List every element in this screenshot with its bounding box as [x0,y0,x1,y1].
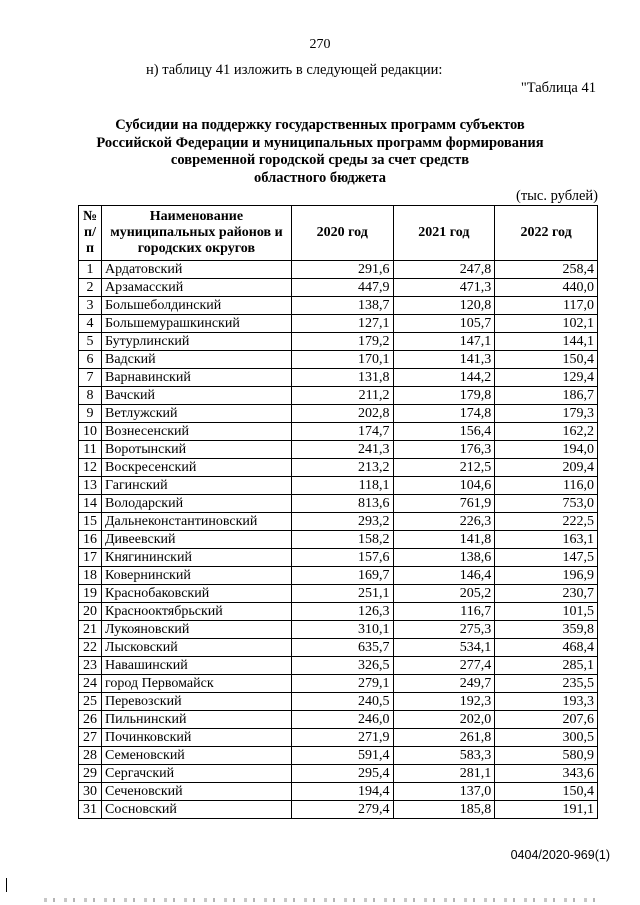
cell-number: 30 [79,783,102,801]
heading-line-2: Российской Федерации и муниципальных программ формирования [96,134,544,151]
cell-2022: 101,5 [495,603,598,621]
table-row [79,531,598,549]
cell-number: 13 [79,477,102,495]
cell-number: 23 [79,657,102,675]
cell-name: Ардатовский [101,261,291,279]
cell-2022: 343,6 [495,765,598,783]
cell-2020: 126,3 [291,603,393,621]
cell-name: Перевозский [101,693,291,711]
cell-number: 24 [79,675,102,693]
cell-2022: 258,4 [495,261,598,279]
table-row [79,711,598,729]
cell-2022: 300,5 [495,729,598,747]
cell-name: Лысковский [101,639,291,657]
cell-2020: 251,1 [291,585,393,603]
table-row [79,603,598,621]
table-row [79,693,598,711]
cell-2021: 104,6 [393,477,495,495]
cell-name: Пильнинский [101,711,291,729]
cell-2022: 102,1 [495,315,598,333]
table-row [79,657,598,675]
cell-2021: 583,3 [393,747,495,765]
cell-2021: 275,3 [393,621,495,639]
heading-line-3: современной городской среды за счет средств [170,152,470,168]
cell-2021: 212,5 [393,459,495,477]
cell-2022: 179,3 [495,405,598,423]
cell-2022: 194,0 [495,441,598,459]
cell-name: Сосновский [101,801,291,819]
cell-2021: 138,6 [393,549,495,567]
cell-2021: 146,4 [393,567,495,585]
table-label: "Таблица 41 [520,80,596,96]
cell-2021: 141,3 [393,351,495,369]
edge-mark [6,878,7,892]
cell-number: 27 [79,729,102,747]
heading-line-4: областного бюджета [254,169,386,186]
cell-name: Большеболдинский [101,297,291,315]
cell-number: 5 [79,333,102,351]
table-body [79,261,598,819]
table-row [79,567,598,585]
cell-2021: 144,2 [393,369,495,387]
cell-2020: 170,1 [291,351,393,369]
cell-name: Бутурлинский [101,333,291,351]
cell-number: 8 [79,387,102,405]
cell-2022: 285,1 [495,657,598,675]
cell-2021: 277,4 [393,657,495,675]
cell-2020: 591,4 [291,747,393,765]
cell-2022: 207,6 [495,711,598,729]
table-row [79,387,598,405]
table-row [79,297,598,315]
cell-2020: 131,8 [291,369,393,387]
cell-number: 15 [79,513,102,531]
cell-name: Ковернинский [101,567,291,585]
cell-name: Вадский [101,351,291,369]
cell-2020: 295,4 [291,765,393,783]
cell-2021: 137,0 [393,783,495,801]
cell-2020: 246,0 [291,711,393,729]
cell-2020: 326,5 [291,657,393,675]
cell-2020: 202,8 [291,405,393,423]
cell-number: 20 [79,603,102,621]
table-header-row [79,206,598,261]
scan-strip [44,898,604,902]
table-row [79,405,598,423]
cell-number: 6 [79,351,102,369]
cell-2020: 174,7 [291,423,393,441]
cell-2022: 753,0 [495,495,598,513]
cell-name: Большемурашкинский [101,315,291,333]
cell-number: 19 [79,585,102,603]
cell-name: Дальнеконстантиновский [101,513,291,531]
cell-number: 7 [79,369,102,387]
cell-2020: 241,3 [291,441,393,459]
cell-2022: 235,5 [495,675,598,693]
table-row [79,495,598,513]
cell-number: 21 [79,621,102,639]
cell-2020: 310,1 [291,621,393,639]
cell-2022: 196,9 [495,567,598,585]
table-row [79,765,598,783]
cell-name: Навашинский [101,657,291,675]
cell-2020: 211,2 [291,387,393,405]
cell-number: 28 [79,747,102,765]
cell-name: город Первомайск [101,675,291,693]
table-row [79,747,598,765]
cell-2020: 293,2 [291,513,393,531]
cell-name: Гагинский [101,477,291,495]
table-row [79,675,598,693]
cell-2022: 440,0 [495,279,598,297]
cell-name: Починковский [101,729,291,747]
cell-2021: 205,2 [393,585,495,603]
cell-number: 4 [79,315,102,333]
cell-2021: 192,3 [393,693,495,711]
cell-2022: 150,4 [495,783,598,801]
table-row [79,441,598,459]
cell-2022: 186,7 [495,387,598,405]
cell-number: 3 [79,297,102,315]
cell-2021: 281,1 [393,765,495,783]
cell-2021: 116,7 [393,603,495,621]
cell-2021: 147,1 [393,333,495,351]
cell-number: 26 [79,711,102,729]
table-row [79,333,598,351]
cell-name: Краснобаковский [101,585,291,603]
cell-name: Семеновский [101,747,291,765]
table-row [79,279,598,297]
cell-2022: 191,1 [495,801,598,819]
cell-2021: 471,3 [393,279,495,297]
cell-2022: 193,3 [495,693,598,711]
table-row [79,351,598,369]
table-row [79,513,598,531]
cell-2021: 185,8 [393,801,495,819]
cell-name: Вознесенский [101,423,291,441]
header-2020: 2020 год [291,206,393,261]
cell-2021: 226,3 [393,513,495,531]
cell-2021: 261,8 [393,729,495,747]
cell-name: Краснооктябрьский [101,603,291,621]
cell-2020: 118,1 [291,477,393,495]
table-row [79,621,598,639]
cell-2022: 222,5 [495,513,598,531]
table-heading [90,117,550,187]
header-number: № п/п [79,206,102,261]
table-row [79,261,598,279]
cell-number: 16 [79,531,102,549]
header-2021: 2021 год [393,206,495,261]
cell-2021: 105,7 [393,315,495,333]
cell-2022: 129,4 [495,369,598,387]
cell-2020: 279,1 [291,675,393,693]
cell-name: Варнавинский [101,369,291,387]
cell-2020: 291,6 [291,261,393,279]
cell-2020: 271,9 [291,729,393,747]
cell-2022: 144,1 [495,333,598,351]
table-row [79,459,598,477]
table-row [79,801,598,819]
table-row [79,729,598,747]
cell-name: Володарский [101,495,291,513]
cell-2021: 202,0 [393,711,495,729]
table-row [79,639,598,657]
cell-2020: 279,4 [291,801,393,819]
cell-2020: 158,2 [291,531,393,549]
cell-number: 9 [79,405,102,423]
cell-name: Воротынский [101,441,291,459]
table-row [79,585,598,603]
cell-2020: 127,1 [291,315,393,333]
cell-2021: 179,8 [393,387,495,405]
cell-2022: 162,2 [495,423,598,441]
cell-number: 10 [79,423,102,441]
cell-2020: 194,4 [291,783,393,801]
cell-2021: 249,7 [393,675,495,693]
cell-2021: 247,8 [393,261,495,279]
cell-name: Дивеевский [101,531,291,549]
cell-name: Воскресенский [101,459,291,477]
cell-2022: 209,4 [495,459,598,477]
cell-2020: 179,2 [291,333,393,351]
cell-2022: 117,0 [495,297,598,315]
cell-2020: 447,9 [291,279,393,297]
heading-line-1: Субсидии на поддержку государственных программ субъектов [115,117,525,133]
cell-2020: 635,7 [291,639,393,657]
table-row [79,477,598,495]
header-2022: 2022 год [495,206,598,261]
cell-number: 31 [79,801,102,819]
cell-2020: 240,5 [291,693,393,711]
cell-2021: 761,9 [393,495,495,513]
intro-text: н) таблицу 41 изложить в следующей редакции: [146,62,443,78]
table-row [79,549,598,567]
cell-2022: 147,5 [495,549,598,567]
cell-2021: 156,4 [393,423,495,441]
cell-2021: 120,8 [393,297,495,315]
cell-number: 12 [79,459,102,477]
cell-number: 14 [79,495,102,513]
units-note: (тыс. рублей) [516,188,598,204]
cell-number: 25 [79,693,102,711]
cell-number: 17 [79,549,102,567]
cell-2020: 213,2 [291,459,393,477]
cell-number: 29 [79,765,102,783]
table-row [79,315,598,333]
cell-2020: 138,7 [291,297,393,315]
page-number: 270 [309,37,331,52]
cell-number: 18 [79,567,102,585]
subsidy-table [78,205,598,819]
table-row [79,423,598,441]
cell-2020: 813,6 [291,495,393,513]
cell-2022: 116,0 [495,477,598,495]
cell-name: Лукояновский [101,621,291,639]
cell-2021: 174,8 [393,405,495,423]
cell-number: 2 [79,279,102,297]
cell-number: 22 [79,639,102,657]
cell-name: Вачский [101,387,291,405]
cell-name: Арзамасский [101,279,291,297]
cell-number: 1 [79,261,102,279]
header-name: Наименование муниципальных районов и городских округов [101,206,291,261]
cell-2022: 580,9 [495,747,598,765]
table-row [79,783,598,801]
cell-name: Ветлужский [101,405,291,423]
cell-name: Княгининский [101,549,291,567]
cell-2022: 163,1 [495,531,598,549]
document-code: 0404/2020-969(1) [510,848,610,862]
cell-2022: 230,7 [495,585,598,603]
cell-number: 11 [79,441,102,459]
cell-2022: 150,4 [495,351,598,369]
cell-2022: 468,4 [495,639,598,657]
cell-2021: 176,3 [393,441,495,459]
cell-2020: 157,6 [291,549,393,567]
cell-2022: 359,8 [495,621,598,639]
cell-2021: 141,8 [393,531,495,549]
cell-name: Сеченовский [101,783,291,801]
cell-name: Сергачский [101,765,291,783]
cell-2021: 534,1 [393,639,495,657]
table-row [79,369,598,387]
cell-2020: 169,7 [291,567,393,585]
